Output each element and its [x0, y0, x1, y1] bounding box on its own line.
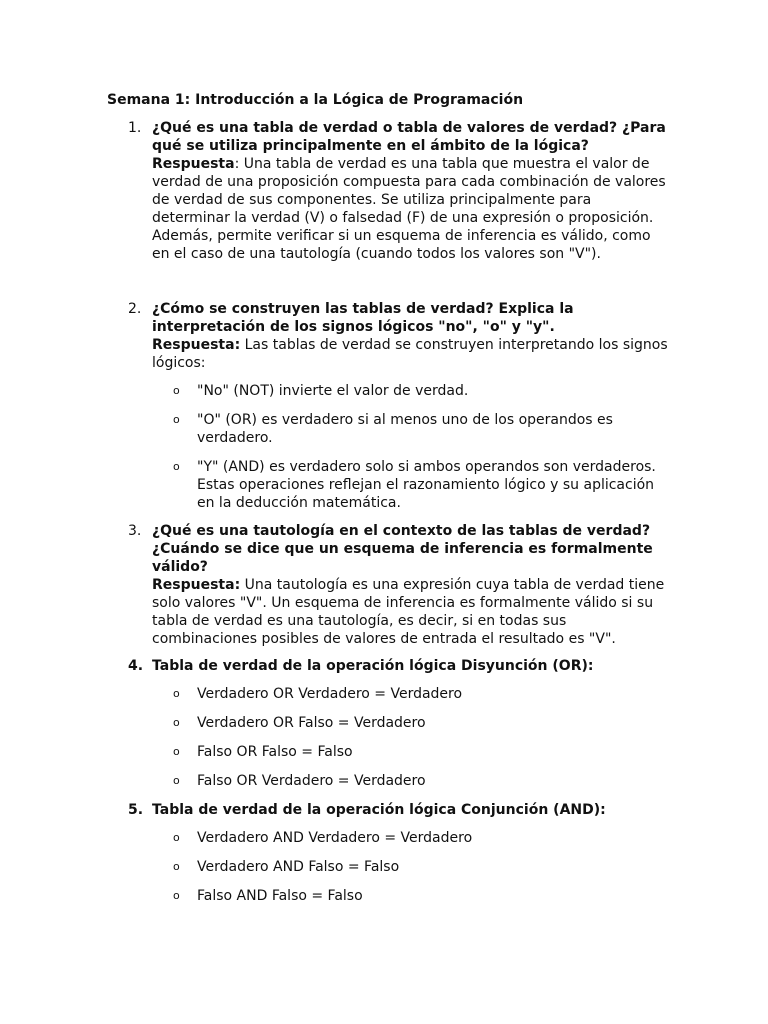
question-number: 1. [128, 120, 142, 136]
list-item-text: Verdadero AND Falso = Falso [197, 859, 400, 875]
question-answer [152, 155, 672, 263]
question-number: 3. [128, 523, 142, 539]
answer-text: Una tautología es una expresión cuya tabla de verdad tiene solo valores "V". Un esquema de inferencia es formalmente válido si su tabla de verdad es una tautología, es decir, si en todas sus combinaciones posibles de valores de entrada el resultado es "V". [152, 577, 665, 647]
bullet-marker: o [173, 460, 180, 473]
answer-text: Las tablas de verdad se construyen interpretando los signos lógicos: [152, 337, 668, 371]
bullet-marker: o [173, 687, 180, 700]
answer-label: Respuesta: [152, 577, 241, 593]
answer-label: Respuesta [152, 156, 235, 172]
list-item-text: Verdadero OR Verdadero = Verdadero [197, 686, 463, 702]
question-body [152, 522, 672, 648]
document-title: Semana 1: Introducción a la Lógica de Programación [107, 92, 524, 108]
bullet-marker: o [173, 889, 180, 902]
list-item-text: Falso AND Falso = Falso [197, 888, 363, 904]
question-title: Tabla de verdad de la operación lógica Disyunción (OR): [152, 658, 594, 674]
list-item-text: "Y" (AND) es verdadero solo si ambos operandos son verdaderos. Estas operaciones reflejan el razonamiento lógico y su aplicación en la deducción matemática. [197, 459, 656, 511]
question-number: 2. [128, 301, 142, 317]
bullet-marker: o [173, 774, 180, 787]
answer-text: : Una tabla de verdad es una tabla que muestra el valor de verdad de una proposición compuesta para cada combinación de valores de verdad de sus componentes. Se utiliza principalmente para determinar la verdad (V) o falsedad (F) de una expresión o proposición. Además, permite verificar si un esquema de inferencia es válido, como en el caso de una tautología (cuando todos los valores son "V"). [152, 156, 666, 262]
question-title: ¿Qué es una tautología en el contexto de las tablas de verdad? ¿Cuándo se dice que un esquema de inferencia es formalmente válido? [152, 523, 653, 575]
question-answer [152, 576, 672, 648]
bullet-marker: o [173, 716, 180, 729]
question-number: 5. [128, 802, 144, 818]
question-body [152, 119, 672, 263]
question-title: ¿Cómo se construyen las tablas de verdad? Explica la interpretación de los signos lógicos "no", "o" y "y". [152, 301, 574, 335]
list-item-text: "O" (OR) es verdadero si al menos uno de los operandos es verdadero. [197, 412, 613, 446]
list-item-text: "No" (NOT) invierte el valor de verdad. [197, 383, 469, 399]
list-item-text: Verdadero AND Verdadero = Verdadero [197, 830, 473, 846]
bullet-marker: o [173, 860, 180, 873]
list-item-text: Falso OR Verdadero = Verdadero [197, 773, 426, 789]
question-title: Tabla de verdad de la operación lógica Conjunción (AND): [152, 802, 606, 818]
question-number: 4. [128, 658, 144, 674]
bullet-marker: o [173, 413, 180, 426]
answer-label: Respuesta: [152, 337, 241, 353]
question-answer [152, 336, 672, 372]
question-title: ¿Qué es una tabla de verdad o tabla de valores de verdad? ¿Para qué se utiliza principalmente en el ámbito de la lógica? [152, 120, 666, 154]
question-body [152, 657, 672, 675]
bullet-marker: o [173, 831, 180, 844]
question-body [152, 801, 672, 819]
bullet-marker: o [173, 384, 180, 397]
question-body [152, 300, 672, 372]
bullet-marker: o [173, 745, 180, 758]
list-item-text: Verdadero OR Falso = Verdadero [197, 715, 426, 731]
list-item-text: Falso OR Falso = Falso [197, 744, 353, 760]
